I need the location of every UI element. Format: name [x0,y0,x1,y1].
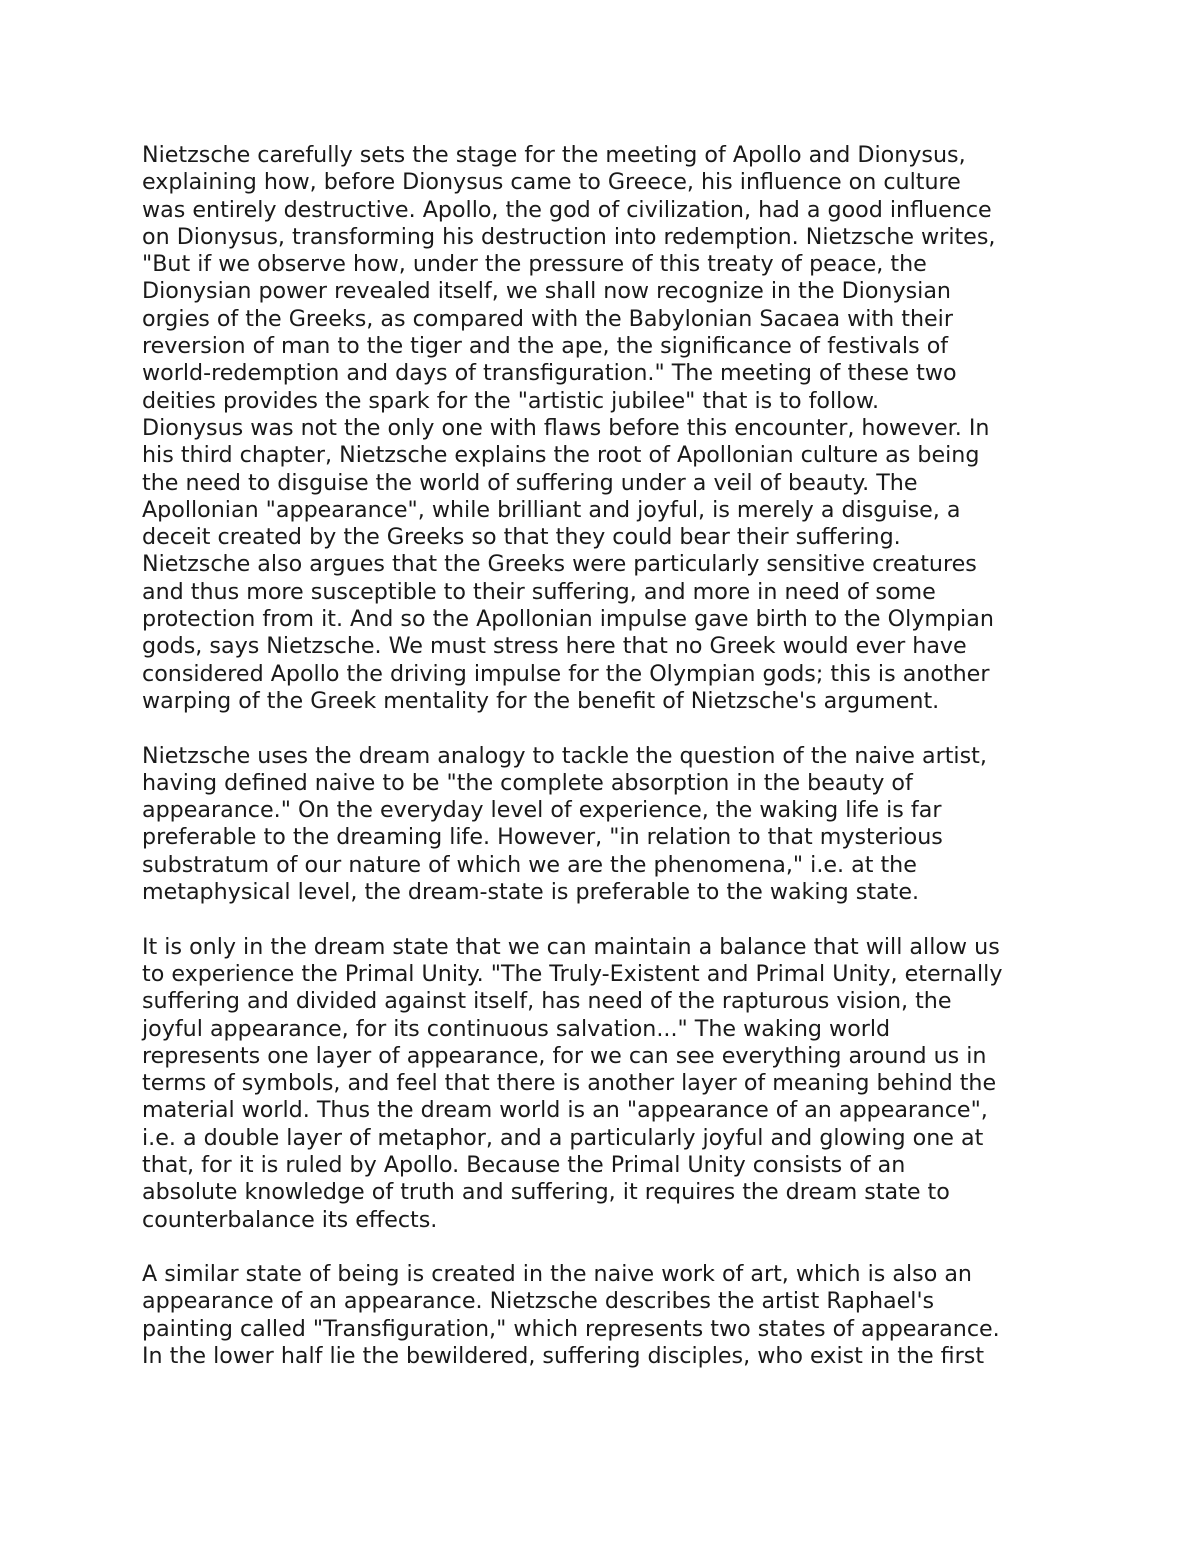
text-line: was entirely destructive. Apollo, the god of civilization, had a good influence [142,196,992,223]
text-line: substratum of our nature of which we are the phenomena," i.e. at the [142,851,917,878]
text-line: considered Apollo the driving impulse for the Olympian gods; this is another [142,660,990,687]
text-line: terms of symbols, and feel that there is another layer of meaning behind the [142,1070,997,1097]
text-line: material world. Thus the dream world is an "appearance of an appearance", [142,1097,988,1124]
text-line: warping of the Greek mentality for the benefit of Nietzsche's argument. [142,687,940,714]
text-line: Nietzsche also argues that the Greeks were particularly sensitive creatures [142,551,977,578]
text-line: orgies of the Greeks, as compared with the Babylonian Sacaea with their [142,305,953,332]
text-line: counterbalance its effects. [142,1206,438,1233]
text-line: on Dionysus, transforming his destruction into redemption. Nietzsche writes, [142,223,996,250]
paragraph [142,1261,1062,1370]
text-line: having defined naive to be "the complete absorption in the beauty of [142,769,913,796]
text-line: deceit created by the Greeks so that they could bear their suffering. [142,524,901,551]
text-line: his third chapter, Nietzsche explains the root of Apollonian culture as being [142,442,980,469]
text-line: Dionysian power revealed itself, we shall now recognize in the Dionysian [142,278,951,305]
text-line: reversion of man to the tiger and the ape, the significance of festivals of [142,333,949,360]
text-line: that, for it is ruled by Apollo. Because the Primal Unity consists of an [142,1151,906,1178]
text-line: and thus more susceptible to their suffering, and more in need of some [142,578,936,605]
text-line: painting called "Transfiguration," which represents two states of appearance. [142,1315,1000,1342]
text-line: absolute knowledge of truth and suffering, it requires the dream state to [142,1179,950,1206]
text-line: world-redemption and days of transfiguration." The meeting of these two [142,360,957,387]
text-line: joyful appearance, for its continuous salvation..." The waking world [142,1015,891,1042]
text-line: Nietzsche carefully sets the stage for the meeting of Apollo and Dionysus, [142,142,966,168]
text-line: Nietzsche uses the dream analogy to tackle the question of the naive artist, [142,742,987,769]
text-line: to experience the Primal Unity. "The Truly-Existent and Primal Unity, eternally [142,960,1003,987]
document-body [142,142,1062,1398]
text-line: metaphysical level, the dream-state is preferable to the waking state. [142,879,920,906]
text-line: It is only in the dream state that we can maintain a balance that will allow us [142,933,1000,960]
text-line: deities provides the spark for the "artistic jubilee" that is to follow. [142,387,880,414]
text-line: explaining how, before Dionysus came to Greece, his influence on culture [142,169,961,196]
text-line: Dionysus was not the only one with flaws before this encounter, however. In [142,414,990,441]
paragraph [142,142,1062,715]
text-line: In the lower half lie the bewildered, suffering disciples, who exist in the first [142,1343,985,1370]
text-line: "But if we observe how, under the pressure of this treaty of peace, the [142,251,927,278]
paragraph [142,743,1062,907]
text-line: suffering and divided against itself, has need of the rapturous vision, the [142,988,952,1015]
text-line: appearance." On the everyday level of experience, the waking life is far [142,797,942,824]
text-line: the need to disguise the world of suffering under a veil of beauty. The [142,469,918,496]
text-line: appearance of an appearance. Nietzsche describes the artist Raphael's [142,1288,935,1315]
text-line: i.e. a double layer of metaphor, and a particularly joyful and glowing one at [142,1124,984,1151]
text-line: Apollonian "appearance", while brilliant and joyful, is merely a disguise, a [142,496,961,523]
text-line: preferable to the dreaming life. However, "in relation to that mysterious [142,824,943,851]
paragraph [142,934,1062,1234]
text-line: protection from it. And so the Apollonian impulse gave birth to the Olympian [142,606,994,633]
text-line: represents one layer of appearance, for we can see everything around us in [142,1042,987,1069]
text-line: gods, says Nietzsche. We must stress here that no Greek would ever have [142,633,967,660]
text-line: A similar state of being is created in the naive work of art, which is also an [142,1261,972,1288]
